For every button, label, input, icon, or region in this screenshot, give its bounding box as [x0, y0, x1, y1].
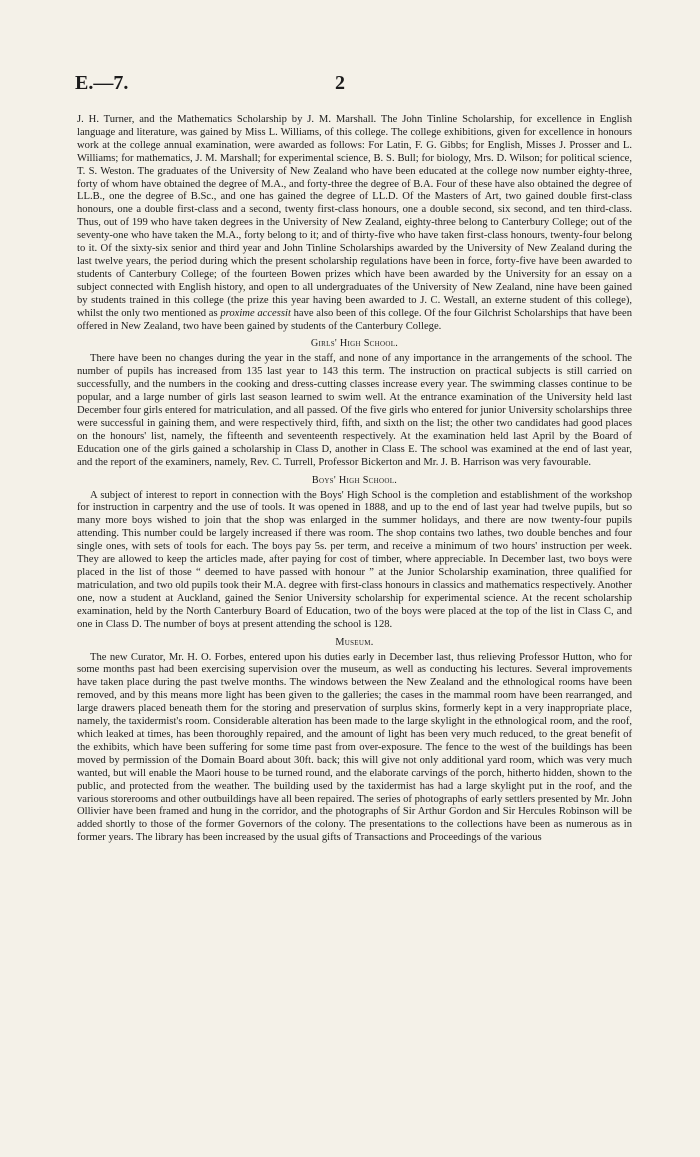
italic-phrase: proxime accessit: [220, 307, 291, 319]
museum-paragraph: The new Curator, Mr. H. O. Forbes, entered upon his duties early in December last, thus relieving Professor Hutton, who for some months past had been exercising supervision over the museum, as well as conducting his lectures. Several improvements have taken place during the past twelve months. The windows between the New Zealand and the ethnological rooms have been removed, and by this means more light has been given to the galleries; the cases in the mammal room have been rearranged, and large drawers placed beneath them for the storing and preservation of surplus skins, formerly kept in a very inappropriate place, namely, the taxidermist's room. Considerable alteration has been made to the large skylight in the ethnological room, and the roof, which leaked at times, has been thoroughly repaired, and the amount of light has been very much reduced, to the great benefit of the exhibits, which have been suffering for some time past from over-exposure. The fence to the west of the buildings has been moved by permission of the Domain Board about 30ft. back; this will give not only additional yard room, which was very much wanted, but will enable the Maori house to be turned round, and the elaborate carvings of the porch, hitherto hidden, shown to the public, and protected from the weather. The building used by the taxidermist has had a large skylight put in the roof, and the various storerooms and other outbuildings have all been repaired. The series of photographs of early settlers presented by Mr. John Ollivier have been framed and hung in the corridor, and the photographs of Sir Arthur Gordon and Sir Hercules Robinson will be added shortly to those of the former Governors of the colony. The presentations to the collections have been as numerous as in former years. The library has been increased by the usual gifts of Transactions and Proceedings of the various: [77, 651, 632, 844]
continuation-text-end: have also been of this college. Of the four Gilchrist Scholarships that have been offered in New Zealand, two have been gained by students of the Canterbury College.: [77, 307, 632, 332]
document-page: [77, 72, 632, 845]
section-heading-girls: Girls' High School.: [310, 338, 399, 350]
page-number: 2: [335, 72, 345, 94]
girls-school-paragraph: There have been no changes during the year in the staff, and none of any importance in the arrangements of the school. The number of pupils has increased from 135 last year to 143 this term. The instruction on practical subjects is still carried on successfully, and the numbers in the cooking and dress-cutting classes increase every year. The swimming classes continue to be popular, and a large number of girls last season learned to swim well. At the entrance examination of the University held last December four girls entered for matriculation, and all passed. Of the five girls who entered for junior University scholarships three were successful in gaining them, and were respectively third, fifth, and sixth on the list; the other two candidates had good places on the honours' list, namely, the fifteenth and seventeenth respectively. At the examination held last April by the Board of Education one of the girls gained a scholarship in Class D, another in Class E. The school was examined at the end of last year, and the report of the examiners, namely, Rev. C. Turrell, Professor Bickerton and Mr. J. B. Harrison was very favourable.: [77, 353, 632, 468]
section-heading-museum: Museum.: [335, 636, 374, 648]
continuation-paragraph: [77, 114, 632, 333]
section-heading-boys: Boys' High School.: [311, 474, 398, 486]
continuation-text: J. H. Turner, and the Mathematics Scholarship by J. M. Marshall. The John Tinline Scholarship, for excellence in English language and literature, was gained by Miss L. Williams, of this college. The college exhibitions, given for excellence in honours work at the college annual examination, were awarded as follows: For Latin, F. G. Gibbs; for English, Misses J. Prosser and L. Williams; for mathematics, J. M. Marshall; for experimental science, B. S. Bull; for biology, Mrs. D. Wilson; for political science, T. S. Weston. The graduates of the University of New Zealand who have been educated at the college now number eighty-three, forty of whom have obtained the degree of M.A., and forty-three the degree of B.A. Four of these have also obtained the degree of LL.B., one the degree of B.Sc., and one has gained the degree of LL.D. Of the Masters of Art, two gained double first-class honours, one a double first-class and a second, twenty first-class honours, one a double second, six second, and ten third-class. Thus, out of 199 who have taken degrees in the University of New Zealand, eighty-three belong to Canterbury College; out of the seventy-one who have taken the M.A., forty belong to it; and of thirty-five who have taken first-class honours, twenty-four belong to it. Of the sixty-six senior and third year and John Tinline Scholarships awarded by the University of New Zealand during the last twelve years, the period during which the present scholarship regulations have been in force, forty-five have been awarded to students of Canterbury College; of the fourteen Bowen prizes which have been awarded by the University for an essay on a subject connected with English history, and open to all undergraduates of the University of New Zealand, nine have been gained by students trained in this college (the prize this year having been awarded to J. C. Westall, an externe student of this college), whilst the only two mentioned as: [77, 114, 632, 319]
boys-school-paragraph: A subject of interest to report in connection with the Boys' High School is the completion and establishment of the workshop for instruction in carpentry and the use of tools. It was opened in 1888, and up to the end of last year had twelve pupils, but so many more boys wished to join that the shop was enlarged in the summer holidays, and there are now twenty-four pupils attending. This number could be largely increased if there was room. The shop contains two lathes, two double benches and four single ones, with sets of tools for each. The boys pay 5s. per term, and receive a minimum of two hours' instruction per week. They are allowed to keep the articles made, after paying for cost of timber, where appreciable. In December last, two boys were placed in the list of those “ deemed to have passed with honour ” at the Junior Scholarship examination, three qualified for matriculation, and two old pupils took their M.A. degree with first-class honours in classics and mathematics respectively. Another one, now a student at Auckland, gained the Senior University scholarship for experimental science. At the recent scholarship examination, held by the North Canterbury Board of Education, two of the boys were placed at the top of the list in Class C, and one in Class D. The number of boys at present attending the school is 128.: [77, 489, 632, 630]
page-header: [77, 72, 632, 102]
series-number: E.—7.: [75, 72, 129, 94]
